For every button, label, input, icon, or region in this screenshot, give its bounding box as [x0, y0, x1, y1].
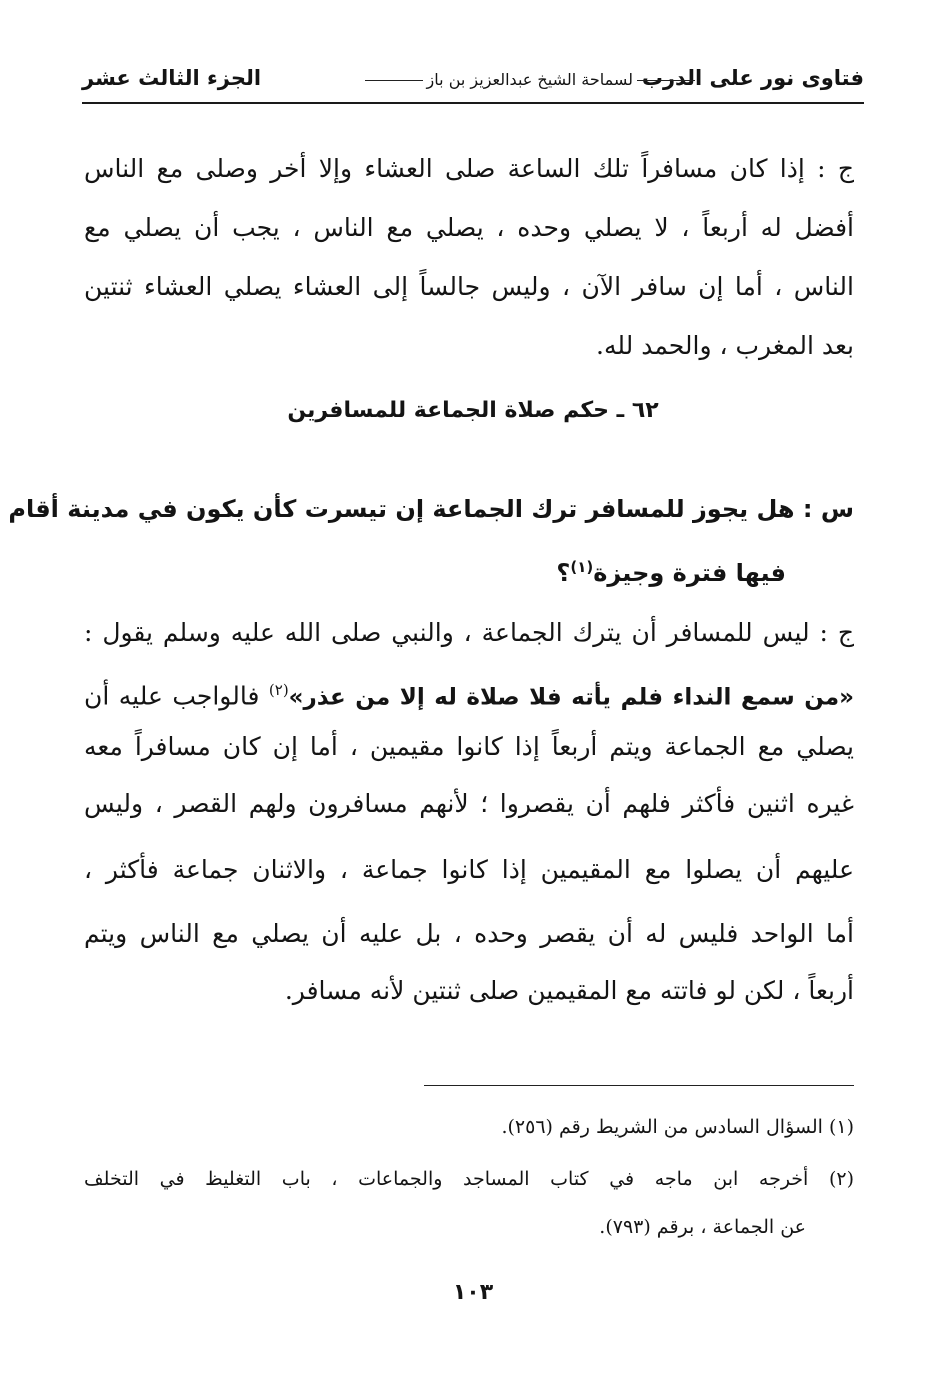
question-mark: ؟ [556, 559, 571, 587]
book-title: فتاوى نور على الدرب [641, 66, 864, 90]
answer2-line: أما الواحد فليس له أن يقصر وحده ، بل عليه أن يصلي مع الناس ويتم [84, 919, 854, 948]
answer1-line: ج : إذا كان مسافراً تلك الساعة صلى العشاء وإلا أخر وصلى مع الناس [84, 154, 854, 183]
question-text: فيها فترة وجيزة [593, 559, 786, 587]
answer1-line: بعد المغرب ، والحمد لله. [596, 331, 854, 360]
answer2-line [84, 667, 854, 713]
question-line: س : هل يجوز للمسافر ترك الجماعة إن تيسرت كأن يكون في مدينة أقام [8, 495, 854, 523]
footnote-ref: (١) [570, 558, 594, 576]
answer1-line: الناس ، أما إن سافر الآن ، وليس جالساً إلى العشاء يصلي العشاء ثنتين [84, 272, 854, 301]
answer2-line: أربعاً ، لكن لو فاتته مع المقيمين صلى ثنتين لأنه مسافر. [284, 976, 854, 1005]
footnote-continuation: عن الجماعة ، برقم (٧٩٣). [599, 1216, 806, 1238]
answer2-line: غيره اثنين فأكثر فلهم أن يقصروا ؛ لأنهم مسافرون ولهم القصر ، وليس [84, 789, 854, 818]
author-line [361, 70, 699, 89]
answer2-line: ج : ليس للمسافر أن يترك الجماعة ، والنبي صلى الله عليه وسلم يقول : [84, 618, 854, 647]
part-label: الجزء الثالث عشر [82, 66, 262, 90]
header-dash [365, 80, 423, 81]
section-heading: ٦٢ ـ حكم صلاة الجماعة للمسافرين [287, 398, 659, 423]
answer2-line: عليهم أن يصلوا مع المقيمين إذا كانوا جماعة ، والاثنان جماعة فأكثر ، [84, 855, 854, 884]
answer1-line: أفضل له أربعاً ، لا يصلي وحده ، يصلي مع الناس ، يجب أن يصلي مع [84, 213, 854, 242]
header-dash [637, 80, 695, 81]
author-name: لسماحة الشيخ عبدالعزيز بن باز [426, 70, 633, 89]
question-line [556, 544, 786, 590]
footnote-divider [424, 1085, 854, 1086]
footnote: (٢) أخرجه ابن ماجه في كتاب المساجد والجماعات ، باب التغليظ في التخلف [84, 1168, 854, 1190]
page-number: ١٠٣ [452, 1280, 494, 1305]
hadith-quote: «من سمع النداء فلم يأته فلا صلاة له إلا من عذر» [288, 684, 855, 711]
answer2-text: فالواجب عليه أن [84, 681, 260, 711]
footnote: (١) السؤال السادس من الشريط رقم (٢٥٦). [501, 1116, 854, 1138]
running-header [82, 66, 864, 104]
answer2-line: يصلي مع الجماعة ويتم أربعاً إذا كانوا مقيمين ، أما إن كان مسافراً معه [84, 732, 854, 761]
footnote-ref: (٢) [268, 681, 289, 699]
